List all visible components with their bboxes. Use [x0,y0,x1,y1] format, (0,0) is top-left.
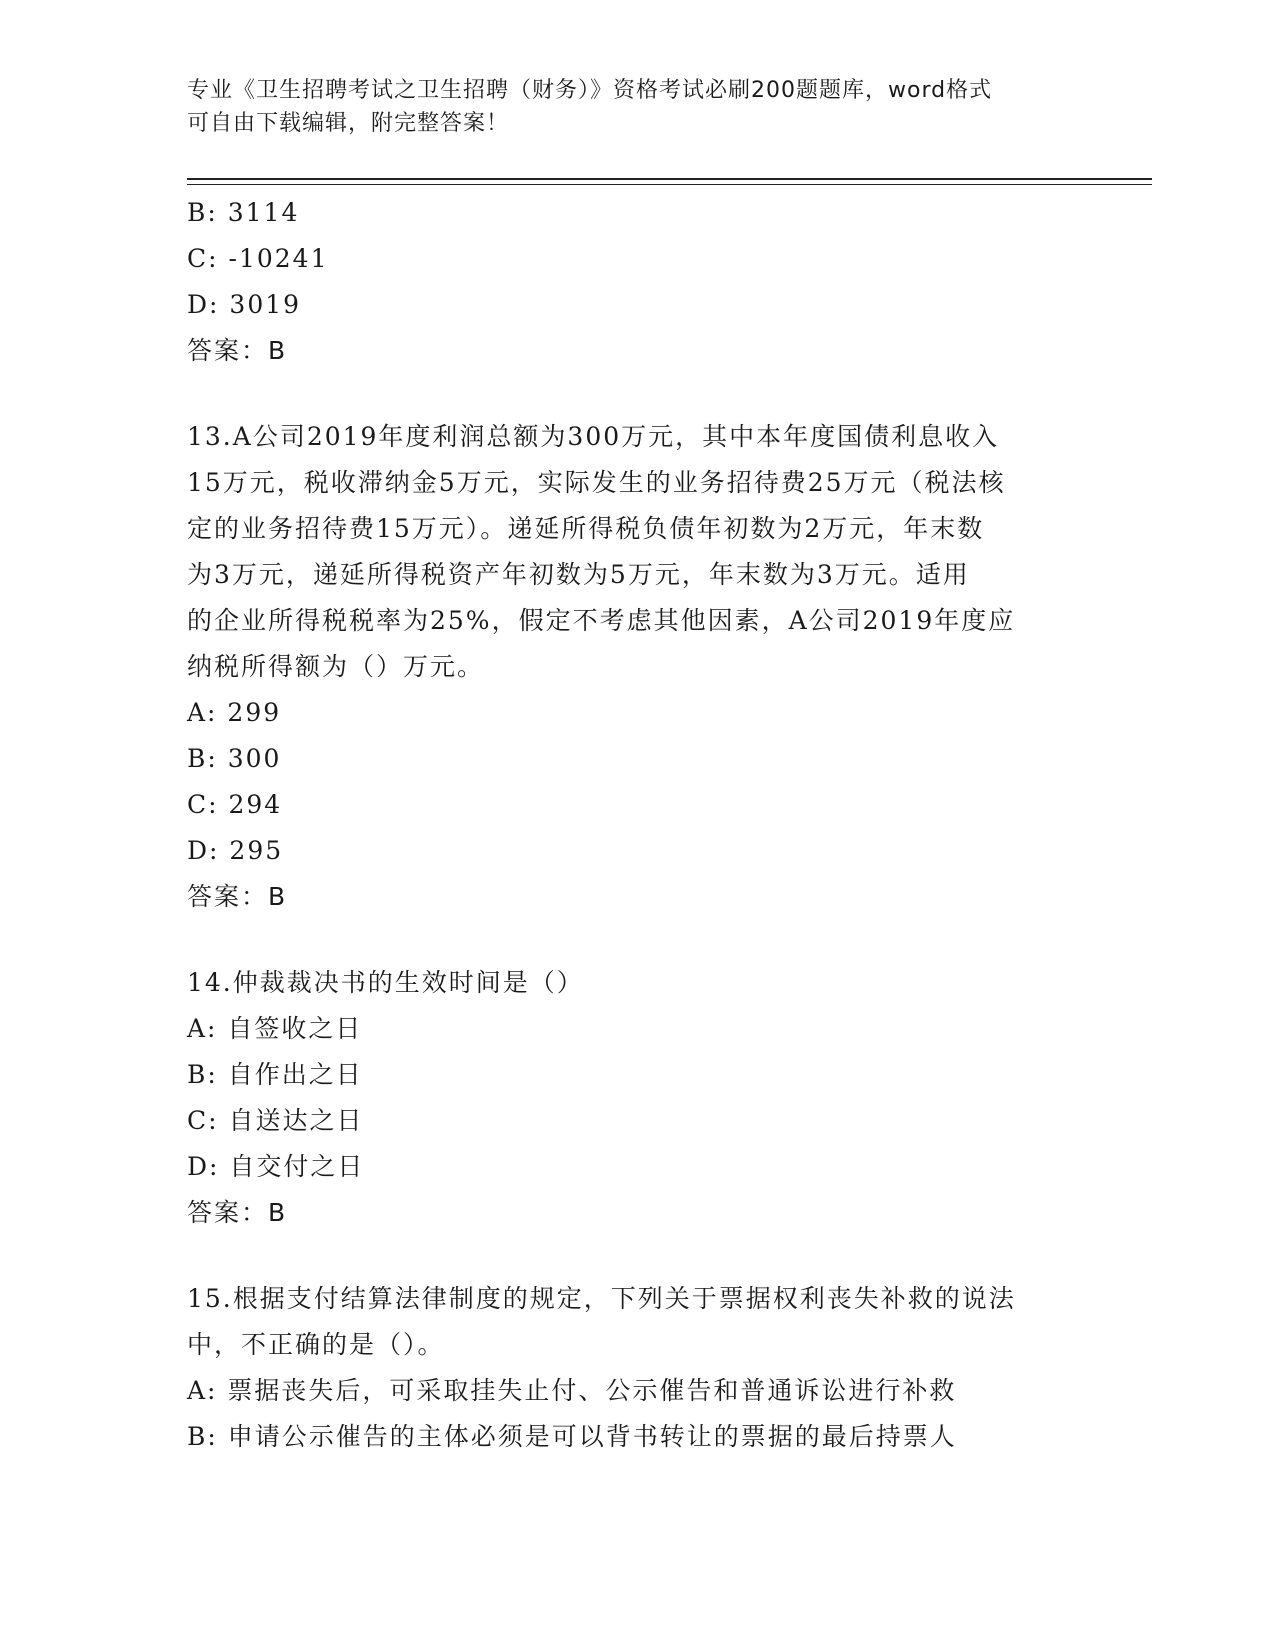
header-line-1: 专业《卫生招聘考试之卫生招聘（财务）》资格考试必刷200题题库，word格式 [187,78,993,103]
question-text-line: 的企业所得税税率为25%，假定不考虑其他因素，A公司2019年度应 [187,606,1016,635]
question-text-line: 13.A公司2019年度利润总额为300万元，其中本年度国债利息收入 [187,422,1000,451]
option-c: C: 自送达之日 [187,1106,364,1135]
question-text-line: 中，不正确的是（）。 [187,1330,445,1359]
option-d: D: 自交付之日 [187,1152,365,1181]
option-a: A: 自签收之日 [187,1014,363,1043]
question-text-line: 15.根据支付结算法律制度的规定，下列关于票据权利丧失补救的说法 [187,1284,1016,1313]
question-12-tail [187,190,1087,374]
question-text-line: 14.仲裁裁决书的生效时间是（） [187,968,584,997]
answer: 答案：B [187,1198,288,1227]
header-line-2: 可自由下载编辑，附完整答案！ [187,111,510,136]
option-d: D: 295 [187,836,284,865]
document-header [187,74,1087,140]
option-b: B: 300 [187,744,282,773]
question-text-line: 为3万元，递延所得税资产年初数为5万元，年末数为3万元。适用 [187,560,970,589]
question-15 [187,1276,1087,1460]
answer: 答案：B [187,882,288,911]
option-c: C: -10241 [187,244,329,273]
question-13 [187,414,1087,920]
header-divider-thin [187,184,1152,185]
option-a: A: 299 [187,698,282,727]
option-d: D: 3019 [187,290,302,319]
option-b: B: 自作出之日 [187,1060,363,1089]
option-a: A: 票据丧失后，可采取挂失止付、公示催告和普通诉讼进行补救 [187,1376,957,1405]
option-b: B: 3114 [187,198,300,227]
answer: 答案：B [187,336,288,365]
question-content [187,190,1087,1460]
header-divider-thick [187,178,1152,180]
question-text-line: 纳税所得额为（）万元。 [187,652,485,681]
option-c: C: 294 [187,790,283,819]
question-14 [187,960,1087,1236]
option-b: B: 申请公示催告的主体必须是可以背书转让的票据的最后持票人 [187,1422,957,1451]
question-text-line: 定的业务招待费15万元）。递延所得税负债年初数为2万元，年末数 [187,514,985,543]
question-text-line: 15万元，税收滞纳金5万元，实际发生的业务招待费25万元（税法核 [187,468,1006,497]
